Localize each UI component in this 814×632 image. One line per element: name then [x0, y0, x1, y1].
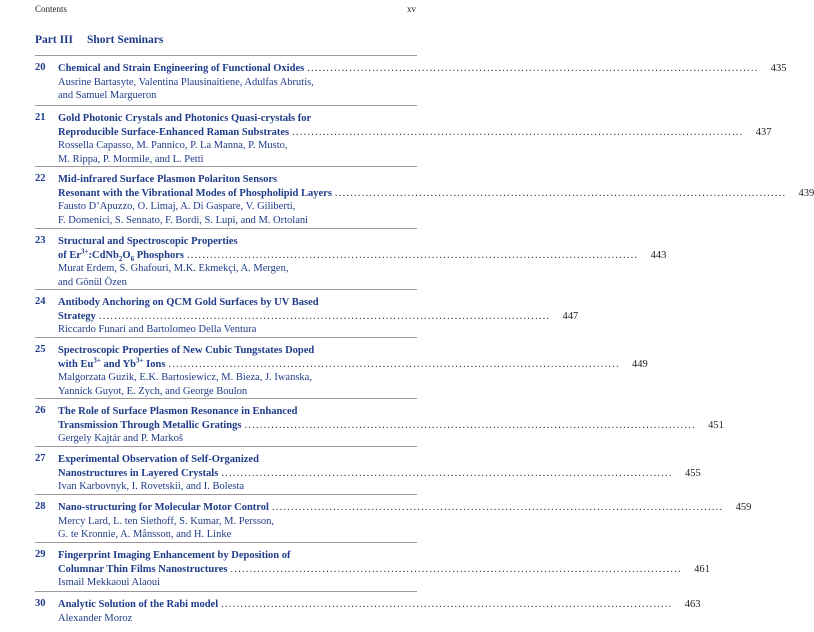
chapter-title[interactable]: of $Er^{3+}:CdNb_2O_6$ Phosphors [58, 247, 184, 263]
chapter-title[interactable]: Columnar Thin Films Nanostructures [58, 563, 228, 575]
chapter-title-line [58, 467, 701, 481]
chapter-page[interactable]: 447 [562, 310, 579, 322]
leader-dots: ...................................................................................................................... [292, 126, 744, 138]
entry-rule [35, 446, 417, 447]
chapter-page[interactable]: 451 [708, 419, 724, 431]
chapter-page[interactable]: 449 [632, 358, 648, 370]
chapter-title-line [58, 126, 772, 140]
leader-dots: ...................................................................................................................... [221, 467, 673, 479]
entry-rule [35, 166, 417, 167]
entry-rule [35, 542, 417, 543]
chapter-authors: and Gönül Özen [58, 276, 127, 288]
leader-dots: ...................................................................................................................... [168, 358, 620, 370]
chapter-page[interactable]: 439 [798, 187, 814, 199]
chapter-title-line [58, 563, 710, 577]
chapter-number: 27 [35, 453, 46, 464]
chapter-authors: Fausto D’Apuzzo, O. Limaj, A. Di Gaspare, V. Giliberti, [58, 201, 296, 213]
chapter-title[interactable]: Resonant with the Vibrational Modes of Phospholipid Layers [58, 187, 332, 199]
leader-dots: ...................................................................................................................... [271, 502, 724, 513]
chapter-authors: F. Domenici, S. Sennato, F. Bordi, S. Lupi, and M. Ortolani [58, 214, 309, 226]
entry-rule [35, 591, 417, 592]
chapter-authors: Riccardo Funari and Bartolomeo Della Ventura [58, 324, 257, 336]
chapter-title[interactable]: Nano-structuring for Molecular Motor Control [58, 502, 269, 513]
chapter-title[interactable]: Chemical and Strain Engineering of Functional Oxides [58, 63, 305, 74]
chapter-title[interactable]: Spectroscopic Properties of New Cubic Tungstates Doped [58, 345, 315, 356]
chapter-number: 25 [35, 344, 46, 355]
chapter-authors: Rossella Capasso, M. Pannico, P. La Manna, P. Musto, [58, 140, 288, 152]
chapter-title[interactable]: Gold Photonic Crystals and Photonics Quasi-crystals for [58, 113, 312, 124]
chapter-title-line [58, 419, 724, 433]
chapter-number: 23 [35, 235, 46, 246]
entry-rule [35, 494, 417, 495]
chapter-page[interactable]: 443 [650, 249, 667, 261]
part-heading [35, 34, 163, 46]
chapter-title[interactable]: Nanostructures in Layered Crystals [58, 467, 219, 479]
chapter-title[interactable]: Analytic Solution of the Rabi model [58, 599, 219, 610]
entry-rule [35, 228, 417, 229]
entry-rule [35, 55, 417, 56]
chapter-title[interactable]: with $Eu^{3+}$ and $Yb^{3+}$ Ions [58, 356, 166, 370]
chapter-authors: Murat Erdem, S. Ghafouri, M.K. Ekmekçi, A. Mergen, [58, 263, 289, 275]
running-head-section: Contents [35, 4, 68, 14]
chapter-title[interactable]: The Role of Surface Plasmon Resonance in Enhanced [58, 406, 298, 417]
chapter-authors: Ausrine Bartasyte, Valentina Plausinaitiene, Adulfas Abrutis, [58, 76, 314, 88]
chapter-title[interactable]: Experimental Observation of Self-Organized [58, 454, 259, 465]
leader-dots: ...................................................................................................................... [98, 310, 551, 322]
chapter-number: 24 [35, 296, 46, 307]
chapter-authors: Yannick Guyot, E. Zych, and George Boulon [58, 385, 248, 397]
chapter-page[interactable]: 459 [735, 502, 752, 513]
chapter-number: 20 [35, 62, 46, 73]
chapter-authors: Mercy Lard, L. ten Siethoff, S. Kumar, M. Persson, [58, 515, 275, 527]
chapter-page[interactable]: 437 [755, 126, 772, 138]
leader-dots: ...................................................................................................................... [221, 599, 673, 610]
chapter-title[interactable]: Antibody Anchoring on QCM Gold Surfaces by UV Based [58, 297, 319, 308]
chapter-title-line [58, 187, 814, 201]
chapter-number: 30 [35, 598, 46, 609]
entry-rule [35, 289, 417, 290]
chapter-number: 28 [35, 501, 46, 512]
chapter-authors: Ivan Karbovnyk, I. Rovetskii, and I. Bolesta [58, 481, 245, 493]
chapter-number: 26 [35, 405, 46, 416]
chapter-number: 22 [35, 173, 46, 184]
chapter-title[interactable]: Structural and Spectroscopic Properties [58, 236, 238, 247]
chapter-title[interactable]: Strategy [58, 310, 96, 322]
entry-rule [35, 398, 417, 399]
entry-rule [35, 105, 417, 106]
leader-dots: ...................................................................................................................... [230, 563, 682, 575]
chapter-authors: Ismail Mekkaoui Alaoui [58, 577, 161, 589]
chapter-title-line [58, 501, 752, 515]
part-label: Part III [35, 34, 74, 46]
chapter-title-line [58, 62, 787, 76]
chapter-title-line [58, 356, 648, 372]
chapter-title[interactable]: Reproducible Surface-Enhanced Raman Substrates [58, 126, 290, 138]
chapter-number: 21 [35, 112, 46, 123]
part-title: Short Seminars [87, 34, 164, 46]
chapter-title-line [58, 247, 667, 263]
leader-dots: ...................................................................................................................... [307, 63, 759, 74]
chapter-page[interactable]: 455 [684, 467, 701, 479]
chapter-authors: M. Rippa, P. Mormile, and L. Petti [58, 153, 204, 165]
chapter-title[interactable]: Mid-infrared Surface Plasmon Polariton Sensors [58, 174, 278, 185]
chapter-title-line [58, 310, 579, 324]
chapter-title[interactable]: Transmission Through Metallic Gratings [58, 419, 242, 431]
chapter-title-line [58, 598, 701, 612]
chapter-authors: and Samuel Margueron [58, 90, 157, 102]
chapter-authors: Gergely Kajtár and P. Markoš [58, 433, 183, 445]
page-number: xv [407, 4, 416, 14]
chapter-authors: Alexander Moroz [58, 612, 133, 624]
chapter-page[interactable]: 435 [770, 63, 787, 74]
chapter-page[interactable]: 463 [684, 599, 701, 610]
leader-dots: ...................................................................................................................... [186, 249, 639, 261]
chapter-authors: Malgorzata Guzik, E.K. Bartosiewicz, M. Bieza, J. Iwanska, [58, 372, 312, 384]
leader-dots: ...................................................................................................................... [334, 187, 787, 199]
entry-rule [35, 337, 417, 338]
chapter-page[interactable]: 461 [694, 563, 710, 575]
leader-dots: ...................................................................................................................... [244, 419, 696, 431]
chapter-number: 29 [35, 549, 46, 560]
chapter-authors: G. te Kronnie, A. Månsson, and H. Linke [58, 529, 232, 541]
chapter-title[interactable]: Fingerprint Imaging Enhancement by Deposition of [58, 550, 291, 561]
